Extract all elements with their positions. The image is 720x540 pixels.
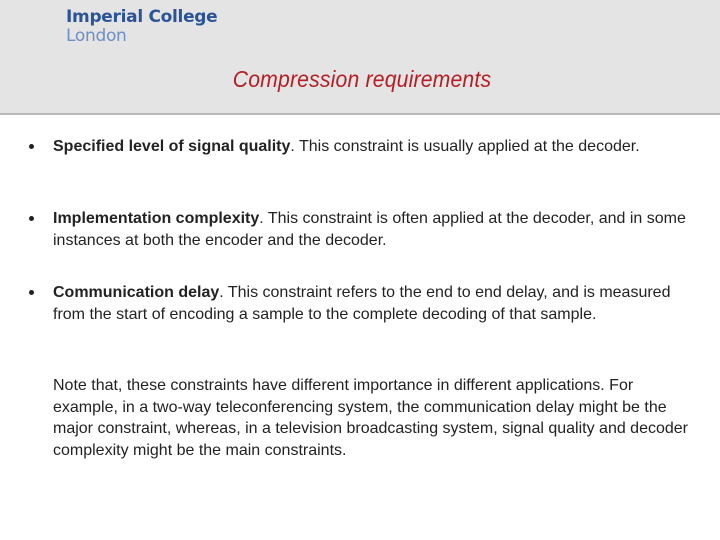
bullet-term: Communication delay <box>53 284 220 301</box>
slide-title: Compression requirements <box>232 66 492 92</box>
bullet-text <box>53 136 693 158</box>
slide-header <box>0 0 720 115</box>
bullet-term: Implementation complexity <box>53 210 260 227</box>
bullet-dot-icon <box>29 144 34 149</box>
bullet-text <box>53 208 693 251</box>
bullet-body: . This constraint is often applied at the decoder, and in some instances at both the encoder and the decoder. <box>53 210 686 249</box>
bullet-text <box>53 282 693 325</box>
logo-line-1: Imperial College <box>66 7 218 27</box>
bullet-body: . This constraint refers to the end to end delay, and is measured from the start of encoding a sample to the complete decoding of that sample. <box>53 284 671 323</box>
bullet-dot-icon <box>29 216 34 221</box>
bullet-dot-icon <box>29 290 34 295</box>
bullet-body: . This constraint is usually applied at the decoder. <box>290 138 640 155</box>
bullet-term: Specified level of signal quality <box>53 138 291 155</box>
note-paragraph: Note that, these constraints have different importance in different applications. For example, in a two-way teleconferencing system, the communication delay might be the major constraint, whereas, in a television broadcasting system, signal quality and decoder complexity might be the main constraints. <box>53 377 688 459</box>
logo-line-2: London <box>66 26 127 46</box>
imperial-college-logo <box>66 8 217 46</box>
